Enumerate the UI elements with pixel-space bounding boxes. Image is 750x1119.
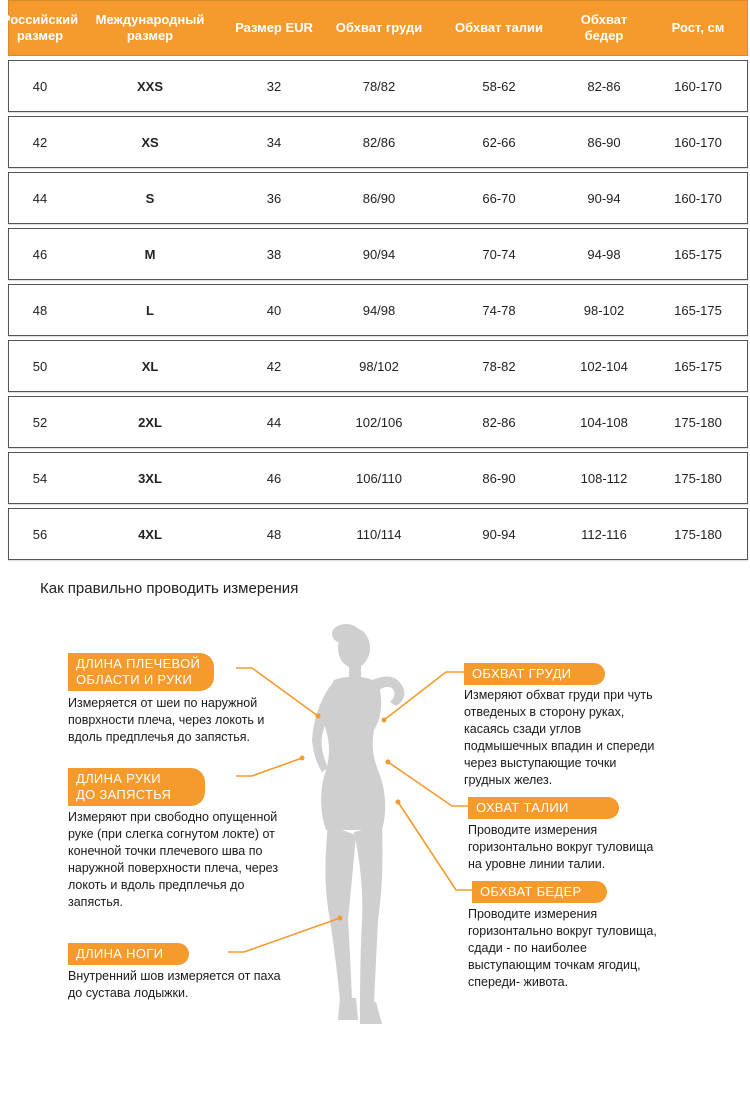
table-cell: 82-86 (587, 78, 621, 94)
table-cell: 78/82 (362, 78, 396, 94)
shoulder-label-line2: ОБЛАСТИ И РУКИ (76, 672, 193, 687)
table-cell: 108-112 (580, 470, 628, 486)
table-cell: 90-94 (482, 526, 516, 542)
table-cell: 90/94 (362, 246, 396, 262)
table-cell: 74-78 (482, 302, 516, 318)
table-row (8, 396, 748, 448)
table-row (8, 508, 748, 560)
waist-girth-label: ОХВАТ ТАЛИИ (468, 797, 619, 819)
table-cell: 165-175 (674, 358, 722, 374)
table-cell: 86/90 (362, 190, 396, 206)
table-row (8, 284, 748, 336)
table-cell: 175-180 (674, 414, 722, 430)
table-cell: 38 (266, 246, 282, 262)
table-cell: 112-116 (581, 526, 627, 542)
leg-description (68, 968, 281, 1002)
desc-line: касаясь сзади углов (464, 722, 582, 736)
hips-description (468, 906, 657, 991)
desc-line: выступающим точкам ягодиц, (468, 958, 641, 972)
desc-line: поврхности плеча, через локоть и (68, 713, 265, 727)
arm-label-line2: ДО ЗАПЯСТЬЯ (76, 787, 172, 802)
desc-line: Измеряется от шеи по наружной (68, 696, 258, 710)
table-cell: 82-86 (482, 414, 516, 430)
table-cell: 175-180 (674, 470, 722, 486)
desc-line: Проводите измерения (468, 823, 598, 837)
table-cell: XS (141, 134, 159, 150)
shoulder-length-label (68, 653, 214, 691)
table-row (8, 116, 748, 168)
header-russian-size (1, 1, 79, 55)
table-cell: 42 (32, 134, 48, 150)
table-cell: 165-175 (674, 302, 722, 318)
desc-line: конечной точки плечевого шва по (68, 844, 263, 858)
table-cell: 46 (266, 470, 282, 486)
desc-line: наружной поверхности плеча, через (68, 861, 279, 875)
table-row (8, 452, 748, 504)
hip-girth-label: ОБХВАТ БЕДЕР (472, 881, 607, 903)
table-cell: M (144, 246, 156, 262)
table-cell: 175-180 (674, 526, 722, 542)
desc-line: Проводите измерения (468, 907, 598, 921)
table-cell: 102-104 (580, 358, 628, 374)
table-cell: 98-102 (583, 302, 625, 318)
arm-description (68, 809, 278, 911)
desc-line: до сустава лодыжки. (68, 986, 189, 1000)
table-cell: 160-170 (674, 190, 722, 206)
table-body (8, 60, 748, 560)
chest-girth-label: ОБХВАТ ГРУДИ (464, 663, 605, 685)
table-cell: 3XL (138, 470, 162, 486)
desc-line: запястья. (68, 895, 123, 909)
header-text: Обхват (580, 12, 628, 27)
table-cell: 42 (266, 358, 282, 374)
table-row (8, 172, 748, 224)
table-cell: 4XL (138, 526, 162, 542)
table-cell: 48 (32, 302, 48, 318)
desc-line: спереди- живота. (468, 975, 569, 989)
header-text: Обхват груди (335, 20, 423, 35)
desc-line: Измеряют обхват груди при чуть (464, 688, 653, 702)
desc-line: подмышечных впадин и спереди (464, 739, 655, 753)
table-row (8, 228, 748, 280)
woman-silhouette-figure (286, 620, 436, 1040)
desc-line: горизонтально вокруг туловища, (468, 924, 657, 938)
header-text: размер (126, 28, 174, 43)
desc-line: на уровне линии талии. (468, 857, 606, 871)
table-cell: 86-90 (482, 470, 516, 486)
header-international-size (71, 1, 229, 55)
table-cell: 66-70 (482, 190, 516, 206)
table-cell: XL (141, 358, 159, 374)
table-cell: 44 (32, 190, 48, 206)
table-row (8, 340, 748, 392)
header-eur-size (229, 1, 319, 55)
table-cell: 160-170 (674, 78, 722, 94)
header-text: размер (16, 28, 64, 43)
table-cell: 46 (32, 246, 48, 262)
desc-line: Измеряют при свободно опущенной (68, 810, 278, 824)
table-cell: 44 (266, 414, 282, 430)
table-cell: 34 (266, 134, 282, 150)
table-row (8, 60, 748, 112)
table-cell: 98/102 (359, 358, 399, 374)
shoulder-description (68, 695, 264, 746)
desc-line: горизонтально вокруг туловища (468, 840, 654, 854)
arm-length-label (68, 768, 205, 806)
desc-line: Внутренний шов измеряется от паха (68, 969, 281, 983)
table-cell: 78-82 (482, 358, 516, 374)
waist-description (468, 822, 653, 873)
table-cell: L (146, 302, 154, 318)
header-text: Размер EUR (235, 20, 313, 35)
desc-line: грудных желез. (464, 773, 553, 787)
desc-line: руке (при слегка согнутом локте) от (68, 827, 275, 841)
table-cell: 82/86 (362, 134, 396, 150)
guide-title: Как правильно проводить измерения (40, 580, 299, 597)
table-cell: 90-94 (587, 190, 621, 206)
table-cell: 102/106 (355, 414, 403, 430)
table-cell: 110/114 (356, 526, 402, 542)
leg-length-label: ДЛИНА НОГИ (68, 943, 189, 965)
header-waist (439, 1, 559, 55)
table-cell: 58-62 (482, 78, 516, 94)
table-cell: 56 (32, 526, 48, 542)
desc-line: вдоль предплечья до запястья. (68, 730, 250, 744)
table-cell: 165-175 (674, 246, 722, 262)
chest-description (464, 687, 654, 789)
header-text: Международный (95, 12, 205, 27)
table-cell: 36 (266, 190, 282, 206)
table-cell: 2XL (138, 414, 162, 430)
desc-line: отведеных в сторону руках, (464, 705, 625, 719)
table-cell: 94/98 (362, 302, 396, 318)
desc-line: локоть и вдоль предплечья до (68, 878, 245, 892)
table-cell: 70-74 (482, 246, 516, 262)
table-header (1, 0, 748, 56)
table-cell: 94-98 (587, 246, 621, 262)
table-cell: S (145, 190, 155, 206)
arm-label-line1: ДЛИНА РУКИ (76, 771, 161, 786)
size-table (1, 0, 748, 560)
table-cell: 32 (266, 78, 282, 94)
header-text: Обхват талии (455, 20, 543, 35)
table-cell: 40 (266, 302, 282, 318)
table-cell: 160-170 (674, 134, 722, 150)
table-cell: 104-108 (580, 414, 628, 430)
table-cell: 50 (32, 358, 48, 374)
table-cell: 48 (266, 526, 282, 542)
header-chest (319, 1, 439, 55)
table-cell: 106/110 (355, 470, 403, 486)
desc-line: сдади - по наиболее (468, 941, 587, 955)
table-cell: 62-66 (482, 134, 516, 150)
table-cell: 52 (32, 414, 48, 430)
header-text: Рост, см (671, 20, 725, 35)
table-cell: XXS (136, 78, 163, 94)
header-hips (559, 1, 649, 55)
shoulder-label-line1: ДЛИНА ПЛЕЧЕВОЙ (76, 656, 201, 671)
table-cell: 40 (32, 78, 48, 94)
table-cell: 86-90 (587, 134, 621, 150)
header-text: бедер (584, 28, 624, 43)
header-text: Российский (1, 12, 79, 27)
header-height (649, 1, 747, 55)
desc-line: через выступающие точки (464, 756, 617, 770)
table-cell: 54 (32, 470, 48, 486)
